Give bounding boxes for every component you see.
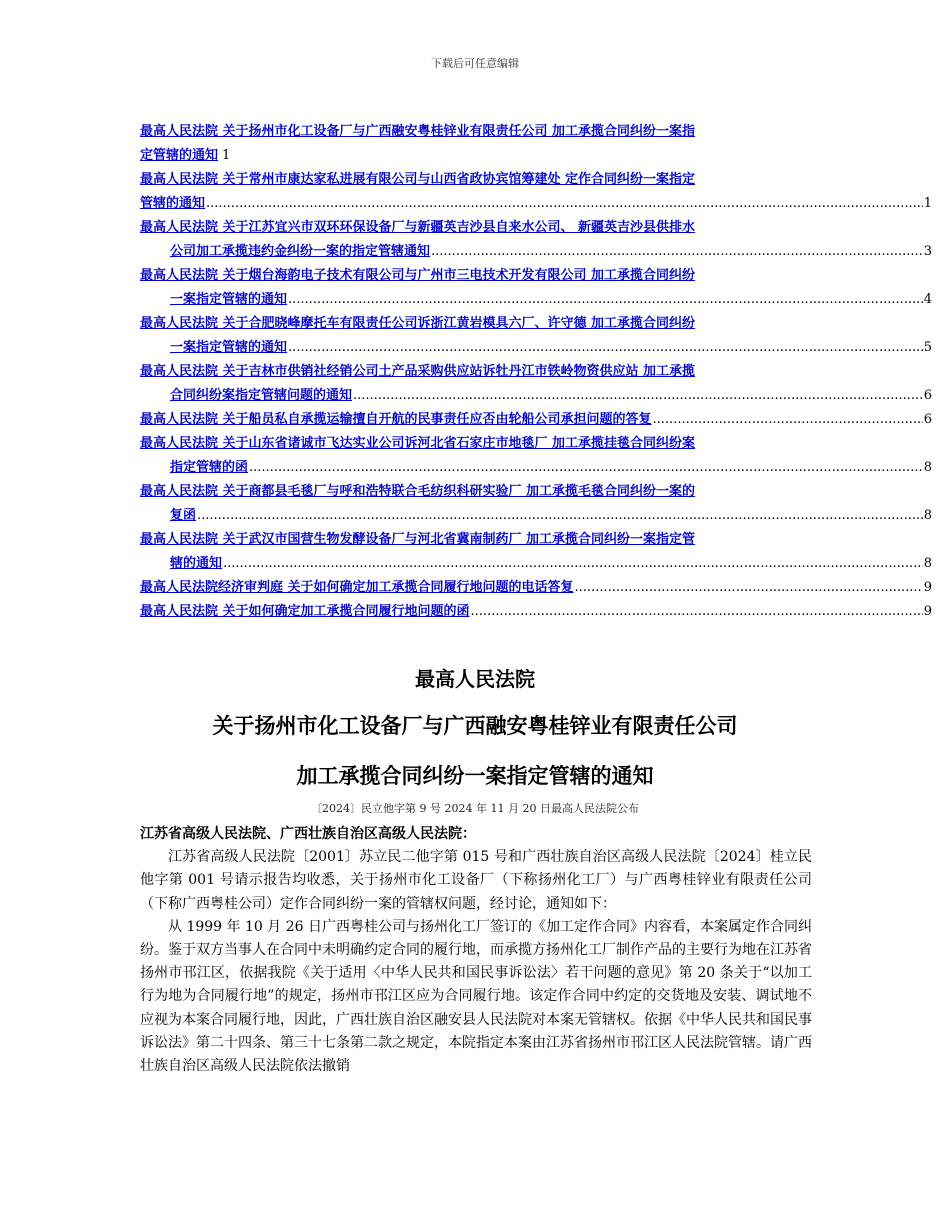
- document-reference: 〔2024〕民立他字第 9 号 2024 年 11 月 20 日最高人民法院公布: [311, 802, 639, 815]
- toc-entry: [140, 576, 932, 600]
- toc-page-number: 6: [923, 388, 932, 403]
- toc-leader: [206, 192, 923, 216]
- toc-link[interactable]: 管辖的通知: [140, 196, 206, 211]
- toc-leader: [653, 408, 923, 432]
- document-title-line-2: 加工承揽合同纠纷一案指定管辖的通知: [296, 763, 654, 788]
- toc-leader: [288, 288, 923, 312]
- toc-page-number: 6: [923, 412, 932, 427]
- toc-entry: [140, 480, 932, 528]
- toc-link[interactable]: 复函: [170, 508, 197, 523]
- addressee: 江苏省高级人民法院、广西壮族自治区高级人民法院：: [140, 826, 476, 842]
- toc-leader: [288, 336, 923, 360]
- page-header: 下载后可任意编辑: [431, 57, 519, 70]
- toc-link[interactable]: 最高人民法院 关于船员私自承揽运输擅自开航的民事责任应否由轮船公司承担问题的答复: [140, 412, 652, 427]
- toc-page-number: 4: [923, 292, 932, 307]
- toc-link[interactable]: 指定管辖的函: [170, 460, 249, 475]
- toc-leader: [575, 576, 923, 600]
- toc-entry: [140, 408, 932, 432]
- toc-entry: [140, 432, 932, 480]
- toc-link[interactable]: 最高人民法院 关于如何确定加工承揽合同履行地问题的函: [140, 604, 470, 619]
- body-paragraph: 江苏省高级人民法院〔2001〕苏立民二他字第 015 号和广西壮族自治区高级人民法院〔2024〕桂立民他字第 001 号请示报告均收悉，关于扬州市化工设备厂（下称扬州化工厂）与广西粤桂锌业有限责任公司（下称广西粤桂公司）定作合同纠纷一案的管辖权问题，经讨论，通知如下：: [140, 849, 812, 912]
- toc-page-number: 8: [923, 556, 932, 571]
- toc-link[interactable]: 最高人民法院 关于合肥晓峰摩托车有限责任公司诉浙江黄岩模具六厂、许守德 加工承揽合同纠纷: [140, 316, 696, 331]
- body-paragraph: 从 1999 年 10 月 26 日广西粤桂公司与扬州化工厂签订的《加工定作合同》内容看，本案属定作合同纠纷。鉴于双方当事人在合同中未明确约定合同的履行地，而承揽方扬州化工厂制作产品的主要行为地在江苏省扬州市邗江区，依据我院《关于适用〈中华人民共和国民事诉讼法〉若干问题的意见》第 20 条关于“以加工行为地为合同履行地”的规定，扬州市邗江区应为合同履行地。该定作合同中约定的交货地及安装、调试地不应视为本案合同履行地，因此，广西壮族自治区融安县人民法院对本案无管辖权。依据《中华人民共和国民事诉讼法》第二十四条、第三十七条第二款之规定，本院指定本案由江苏省扬州市邗江区人民法院管辖。请广西壮族自治区高级人民法院依法撤销: [140, 918, 812, 1075]
- document-title-line-1: 关于扬州市化工设备厂与广西融安粤桂锌业有限责任公司: [212, 713, 738, 738]
- toc-entry: [140, 216, 932, 264]
- toc-link[interactable]: 定管辖的通知: [140, 148, 219, 163]
- toc-link[interactable]: 一案指定管辖的通知: [170, 340, 288, 355]
- toc-link[interactable]: 最高人民法院 关于江苏宜兴市双环环保设备厂与新疆英吉沙县自来水公司、 新疆英吉沙县供排水: [140, 220, 696, 235]
- toc-entry: [140, 528, 932, 576]
- toc-leader: [249, 456, 923, 480]
- toc-page-number: 1: [923, 196, 932, 211]
- toc-page-number: 3: [923, 244, 932, 259]
- toc-page-number: 8: [923, 508, 932, 523]
- toc-link[interactable]: 最高人民法院 关于武汉市国营生物发酵设备厂与河北省冀南制药厂 加工承揽合同纠纷一案指定管: [140, 532, 696, 547]
- toc-entry: [140, 120, 932, 168]
- toc-link[interactable]: 公司加工承揽违约金纠纷一案的指定管辖通知: [170, 244, 431, 259]
- document-issuer-title: 最高人民法院: [415, 667, 535, 691]
- toc-link[interactable]: 最高人民法院 关于商都县毛毯厂与呼和浩特联合毛纺织科研实验厂 加工承揽毛毯合同纠纷一案的: [140, 484, 696, 499]
- toc-leader: [223, 552, 923, 576]
- table-of-contents: [140, 120, 932, 624]
- toc-link[interactable]: 合同纠纷案指定管辖问题的通知: [170, 388, 353, 403]
- toc-page-number: 9: [923, 580, 932, 595]
- toc-leader: [197, 504, 923, 528]
- toc-link[interactable]: 最高人民法院经济审判庭 关于如何确定加工承揽合同履行地问题的电话答复: [140, 580, 574, 595]
- document-body: [140, 823, 812, 1078]
- toc-link[interactable]: 辖的通知: [170, 556, 223, 571]
- toc-page-number: 9: [923, 604, 932, 619]
- toc-link[interactable]: 一案指定管辖的通知: [170, 292, 288, 307]
- toc-link[interactable]: 最高人民法院 关于山东省诸诚市飞达实业公司诉河北省石家庄市地毯厂 加工承揽挂毯合同纠纷案: [140, 436, 696, 451]
- toc-page-number: 1: [222, 148, 231, 163]
- toc-leader: [353, 384, 923, 408]
- toc-link[interactable]: 最高人民法院 关于扬州市化工设备厂与广西融安粤桂锌业有限责任公司 加工承揽合同纠纷一案指: [140, 124, 696, 139]
- toc-page-number: 8: [923, 460, 932, 475]
- toc-leader: [431, 240, 923, 264]
- toc-page-number: 5: [923, 340, 932, 355]
- toc-leader: [471, 600, 923, 624]
- toc-entry: [140, 312, 932, 360]
- toc-entry: [140, 168, 932, 216]
- toc-link[interactable]: 最高人民法院 关于烟台海韵电子技术有限公司与广州市三电技术开发有限公司 加工承揽合同纠纷: [140, 268, 696, 283]
- toc-link[interactable]: 最高人民法院 关于吉林市供销社经销公司土产品采购供应站诉牡丹江市铁岭物资供应站 加工承揽: [140, 364, 696, 379]
- toc-link[interactable]: 最高人民法院 关于常州市康达家私进展有限公司与山西省政协宾馆筹建处 定作合同纠纷一案指定: [140, 172, 696, 187]
- toc-entry: [140, 600, 932, 624]
- toc-entry: [140, 360, 932, 408]
- toc-entry: [140, 264, 932, 312]
